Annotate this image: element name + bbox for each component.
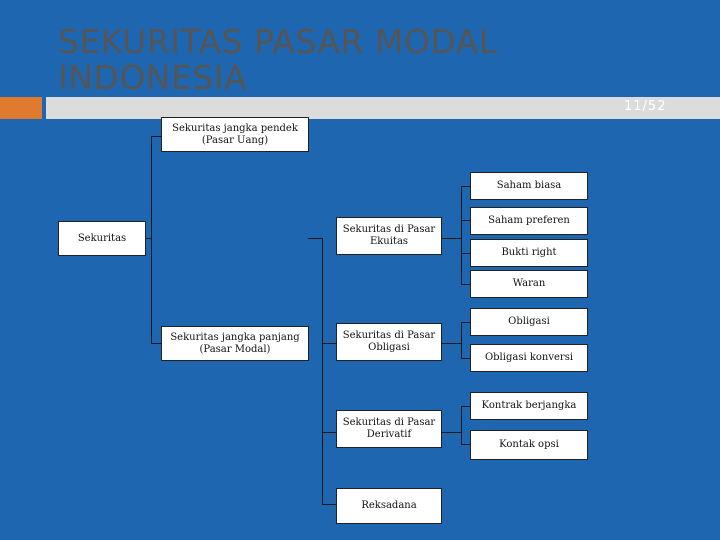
node-sekuritas: Sekuritas (58, 221, 146, 256)
connector-line (441, 432, 462, 433)
connector-line (461, 322, 462, 358)
connector-line (461, 406, 462, 444)
node-sekuritas-jangka-pendek: Sekuritas jangka pendek (Pasar Uang) (161, 117, 309, 152)
connector-line (322, 432, 337, 433)
node-saham-biasa: Saham biasa (470, 172, 588, 200)
connector-line (308, 238, 323, 239)
node-sekuritas-jangka-panjang: Sekuritas jangka panjang (Pasar Modal) (161, 326, 309, 361)
node-kontrak-berjangka: Kontrak berjangka (470, 392, 588, 420)
node-obligasi-konversi: Obligasi konversi (470, 344, 588, 372)
connector-line (322, 238, 323, 504)
accent-square (0, 97, 42, 119)
node-pasar-derivatif: Sekuritas di Pasar Derivatif (336, 410, 442, 448)
node-obligasi: Obligasi (470, 308, 588, 336)
node-kontak-opsi: Kontak opsi (470, 430, 588, 460)
node-pasar-ekuitas: Sekuritas di Pasar Ekuitas (336, 217, 442, 255)
connector-line (322, 504, 337, 505)
node-saham-preferen: Saham preferen (470, 207, 588, 235)
connector-line (461, 186, 462, 284)
connector-line (441, 238, 462, 239)
node-waran: Waran (470, 270, 588, 298)
connector-line (151, 136, 152, 343)
connector-line (441, 343, 462, 344)
page-number: 11/52 (624, 99, 667, 114)
node-bukti-right: Bukti right (470, 239, 588, 267)
node-reksadana: Reksadana (336, 488, 442, 524)
title-band (46, 97, 720, 119)
slide-title: SEKURITAS PASAR MODAL INDONESIA (58, 22, 498, 97)
connector-line (322, 343, 337, 344)
node-pasar-obligasi: Sekuritas di Pasar Obligasi (336, 323, 442, 361)
